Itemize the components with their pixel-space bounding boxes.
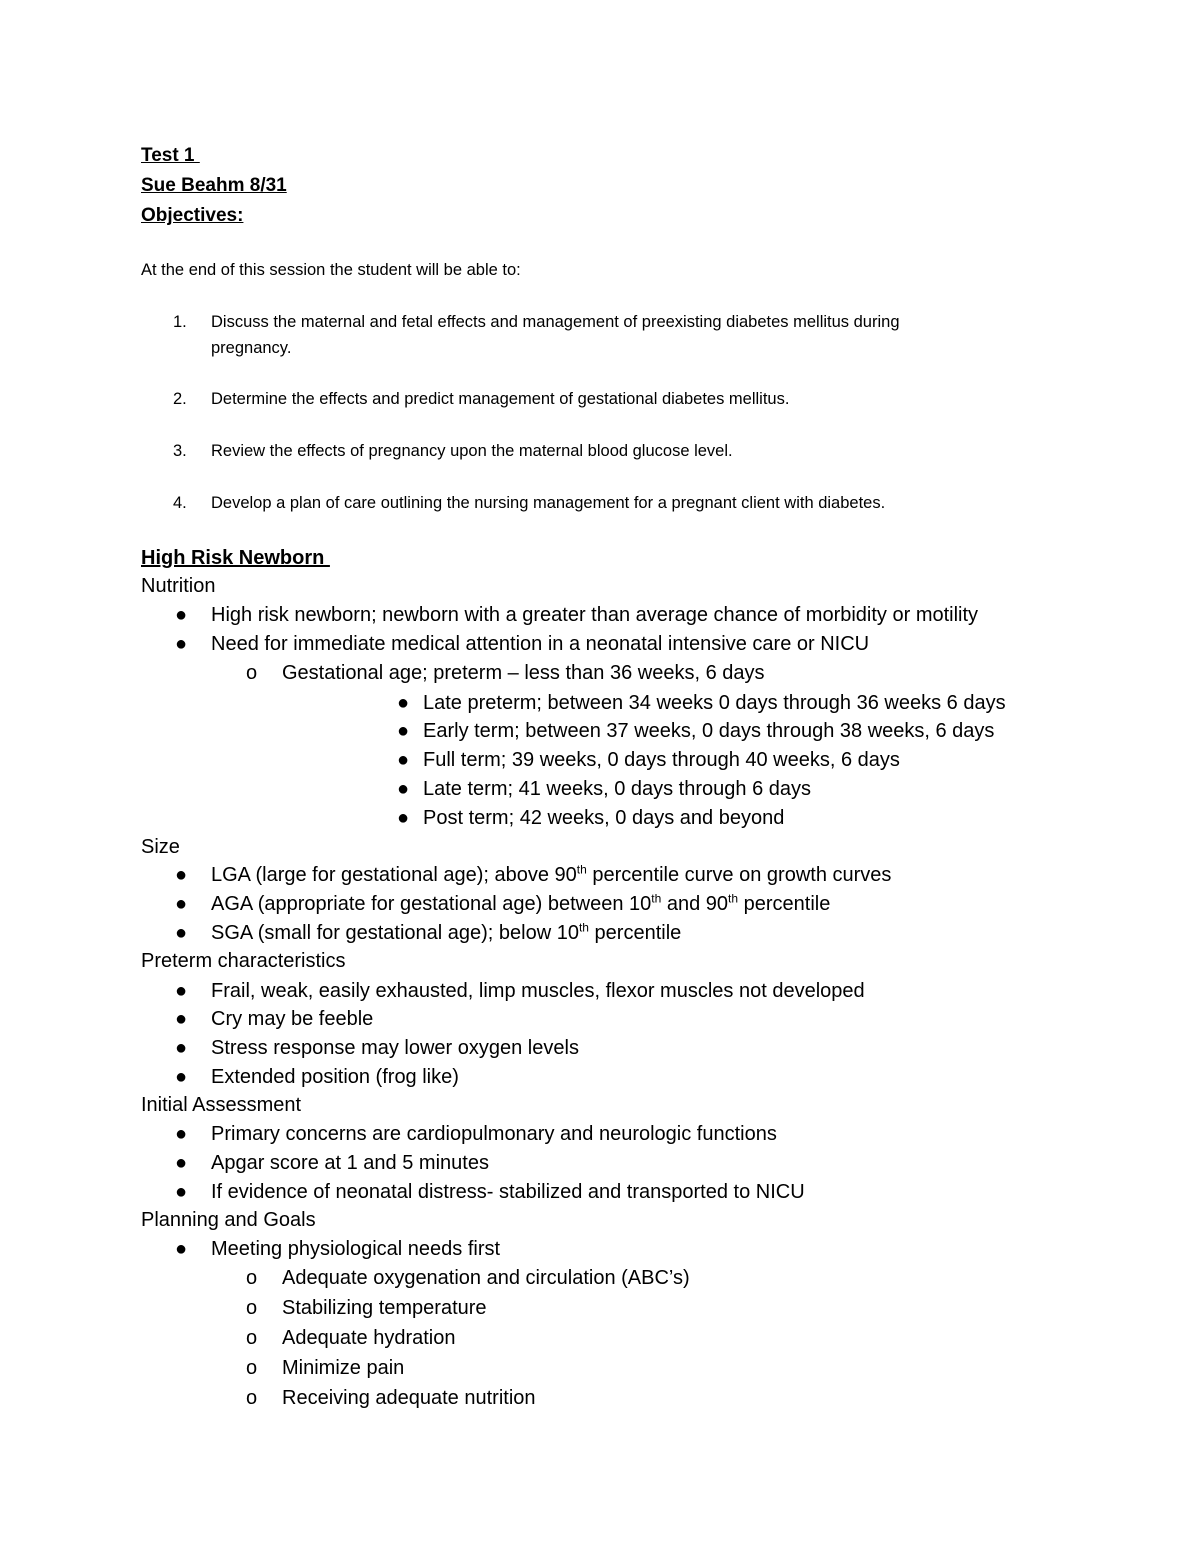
list-item: Cry may be feeble — [211, 1008, 374, 1030]
list-item: Meeting physiological needs first — [211, 1238, 501, 1260]
bullet-icon: ● — [174, 633, 188, 655]
intro-text: At the end of this session the student will be able to: — [141, 261, 521, 279]
hollow-bullet-icon: o — [246, 1357, 258, 1379]
bullet-icon: ● — [174, 864, 188, 886]
objective-number: 3. — [173, 442, 187, 460]
list-item: Late preterm; between 34 weeks 0 days through 36 weeks 6 days — [423, 692, 1006, 714]
bullet-icon: ● — [174, 893, 188, 915]
list-item: Extended position (frog like) — [211, 1066, 459, 1088]
list-item: Gestational age; preterm – less than 36 weeks, 6 days — [282, 662, 765, 684]
planning-heading: Planning and Goals — [141, 1209, 316, 1231]
hollow-bullet-icon: o — [246, 1327, 258, 1349]
doc-title: Test 1 — [141, 145, 200, 166]
bullet-icon: ● — [396, 720, 410, 742]
hollow-bullet-icon: o — [246, 1267, 258, 1289]
list-item: Stabilizing temperature — [282, 1297, 487, 1319]
list-item: Need for immediate medical attention in a neonatal intensive care or NICU — [211, 633, 870, 655]
list-item: SGA (small for gestational age); below 10th percentile — [211, 920, 682, 944]
bullet-icon: ● — [396, 749, 410, 771]
nutrition-heading: Nutrition — [141, 575, 216, 597]
list-item: Post term; 42 weeks, 0 days and beyond — [423, 807, 785, 829]
bullet-icon: ● — [396, 778, 410, 800]
list-item: Adequate hydration — [282, 1327, 456, 1349]
hollow-bullet-icon: o — [246, 1297, 258, 1319]
preterm-heading: Preterm characteristics — [141, 950, 346, 972]
list-item: Apgar score at 1 and 5 minutes — [211, 1152, 489, 1174]
section-title: High Risk Newborn — [141, 547, 330, 569]
hollow-bullet-icon: o — [246, 662, 258, 684]
list-item: High risk newborn; newborn with a greater than average chance of morbidity or motility — [211, 604, 979, 626]
bullet-icon: ● — [174, 1181, 188, 1203]
size-heading: Size — [141, 836, 180, 858]
bullet-icon: ● — [174, 1008, 188, 1030]
bullet-icon: ● — [174, 1123, 188, 1145]
list-item: Late term; 41 weeks, 0 days through 6 days — [423, 778, 811, 800]
list-item: AGA (appropriate for gestational age) between 10th and 90th percentile — [211, 891, 831, 915]
objective-text: Determine the effects and predict management of gestational diabetes mellitus. — [211, 390, 790, 408]
list-item: Full term; 39 weeks, 0 days through 40 weeks, 6 days — [423, 749, 900, 771]
bullet-icon: ● — [174, 980, 188, 1002]
objective-number: 1. — [173, 313, 187, 331]
list-item: LGA (large for gestational age); above 90th percentile curve on growth curves — [211, 862, 892, 886]
objective-text: Discuss the maternal and fetal effects and management of preexisting diabetes mellitus during — [211, 313, 900, 331]
hollow-bullet-icon: o — [246, 1387, 258, 1409]
bullet-icon: ● — [174, 1066, 188, 1088]
objective-number: 4. — [173, 494, 187, 512]
bullet-icon: ● — [174, 1152, 188, 1174]
objective-text: Develop a plan of care outlining the nursing management for a pregnant client with diabetes. — [211, 494, 886, 512]
lecture-line: Sue Beahm 8/31 — [141, 175, 287, 196]
list-item: Stress response may lower oxygen levels — [211, 1037, 579, 1059]
list-item: Minimize pain — [282, 1357, 405, 1379]
bullet-icon: ● — [174, 922, 188, 944]
list-item: Early term; between 37 weeks, 0 days through 38 weeks, 6 days — [423, 720, 995, 742]
assessment-heading: Initial Assessment — [141, 1094, 302, 1116]
list-item: Frail, weak, easily exhausted, limp muscles, flexor muscles not developed — [211, 980, 865, 1002]
bullet-icon: ● — [396, 807, 410, 829]
list-item: Primary concerns are cardiopulmonary and neurologic functions — [211, 1123, 777, 1145]
bullet-icon: ● — [396, 692, 410, 714]
list-item: If evidence of neonatal distress- stabilized and transported to NICU — [211, 1181, 805, 1203]
objective-text: Review the effects of pregnancy upon the maternal blood glucose level. — [211, 442, 733, 460]
bullet-icon: ● — [174, 1238, 188, 1260]
objective-text-cont: pregnancy. — [211, 339, 292, 357]
list-item: Receiving adequate nutrition — [282, 1387, 536, 1409]
bullet-icon: ● — [174, 604, 188, 626]
list-item: Adequate oxygenation and circulation (ABC’s) — [282, 1267, 690, 1289]
bullet-icon: ● — [174, 1037, 188, 1059]
objectives-heading: Objectives: — [141, 205, 244, 226]
objective-number: 2. — [173, 390, 187, 408]
